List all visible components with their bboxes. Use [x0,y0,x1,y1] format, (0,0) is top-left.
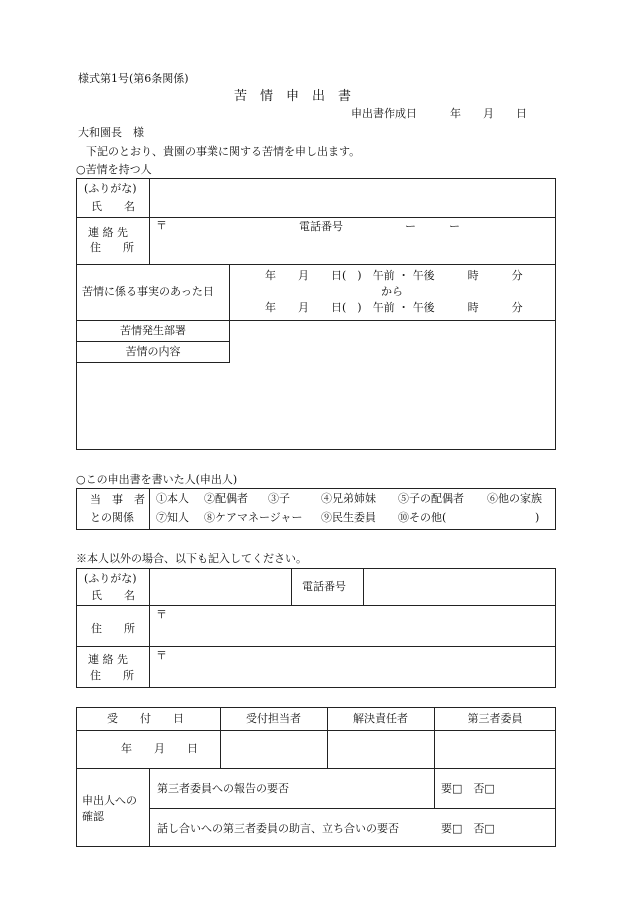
report-question: 第三者委員への報告の要否 [157,782,289,795]
intro-text: 下記のとおり、貴園の事業に関する苦情を申し出ます。 [86,145,361,158]
confirmation-label-2: 確認 [82,810,104,823]
relationship-label-2: との関係 [90,511,134,524]
incident-date-to: 年 月 日( ) 午前 ・ 午後 時 分 [265,301,523,314]
complainant-table [76,178,556,450]
reception-date-value: 年 月 日 [121,742,198,755]
department-label: 苦情発生部署 [120,324,186,337]
address-label: 住 所 [90,241,134,254]
resolution-manager-header: 解決責任者 [353,712,408,725]
content-label: 苦情の内容 [125,345,181,358]
option-other-close: ) [535,511,540,524]
option-other-family: ⑥他の家族 [487,492,542,505]
applicant-contact-label: 連 絡 先 [88,653,128,666]
applicant-name-label: 氏 名 [91,589,135,602]
applicant-furigana-label: (ふりがな) [84,572,137,585]
confirmation-label-1: 申出人への [82,794,137,807]
applicant-postal-mark: 〒 [156,608,167,621]
option-sibling: ④兄弟姉妹 [321,492,376,505]
receptionist-header: 受付担当者 [246,712,301,725]
applicant-contact-address-label: 住 所 [90,669,134,682]
advice-answer: 要□ 否□ [441,822,495,835]
phone-label: 電話番号 [299,220,343,233]
phone-dashes: ー ー [405,220,460,233]
option-child: ③子 [268,492,290,505]
option-spouse: ②配偶者 [204,492,248,505]
report-answer: 要□ 否□ [441,782,495,795]
option-other: ⑩その他( [398,511,447,524]
contact-label: 連 絡 先 [88,226,128,239]
relationship-label-1: 当 事 者 [90,493,145,506]
applicant-contact-postal-mark: 〒 [156,649,167,662]
from-label: から [381,285,403,298]
postal-mark: 〒 [156,219,167,232]
option-self: ①本人 [156,492,189,505]
section-applicant-heading: ○この申出書を書いた人(申出人) [76,473,238,486]
reception-date-header: 受 付 日 [107,712,184,725]
form-number: 様式第1号(第6条関係) [78,72,189,85]
incident-date-label: 苦情に係る事実のあった日 [82,285,214,298]
option-child-spouse: ⑤子の配偶者 [398,492,464,505]
relationship-table [76,488,556,530]
option-welfare-commissioner: ⑨民生委員 [321,511,376,524]
page-title: 苦 情 申 出 書 [234,89,352,104]
advice-question: 話し合いへの第三者委員の助言、立ち合いの要否 [157,822,399,835]
applicant-address-label: 住 所 [91,622,135,635]
addressee: 大和園長 様 [78,126,144,139]
applicant-phone-label: 電話番号 [302,580,346,593]
section-complainant-heading: ○苦情を持つ人 [76,163,152,176]
creation-date-line: 申出書作成日 年 月 日 [351,107,527,120]
option-care-manager: ⑧ケアマネージャー [204,511,303,524]
section-other-heading: ※本人以外の場合、以下も記入してください。 [76,552,307,565]
name-label: 氏 名 [91,200,135,213]
furigana-label: (ふりがな) [84,182,137,195]
third-party-header: 第三者委員 [467,712,523,725]
option-acquaintance: ⑦知人 [156,511,189,524]
incident-date-from: 年 月 日( ) 午前 ・ 午後 時 分 [265,269,523,282]
